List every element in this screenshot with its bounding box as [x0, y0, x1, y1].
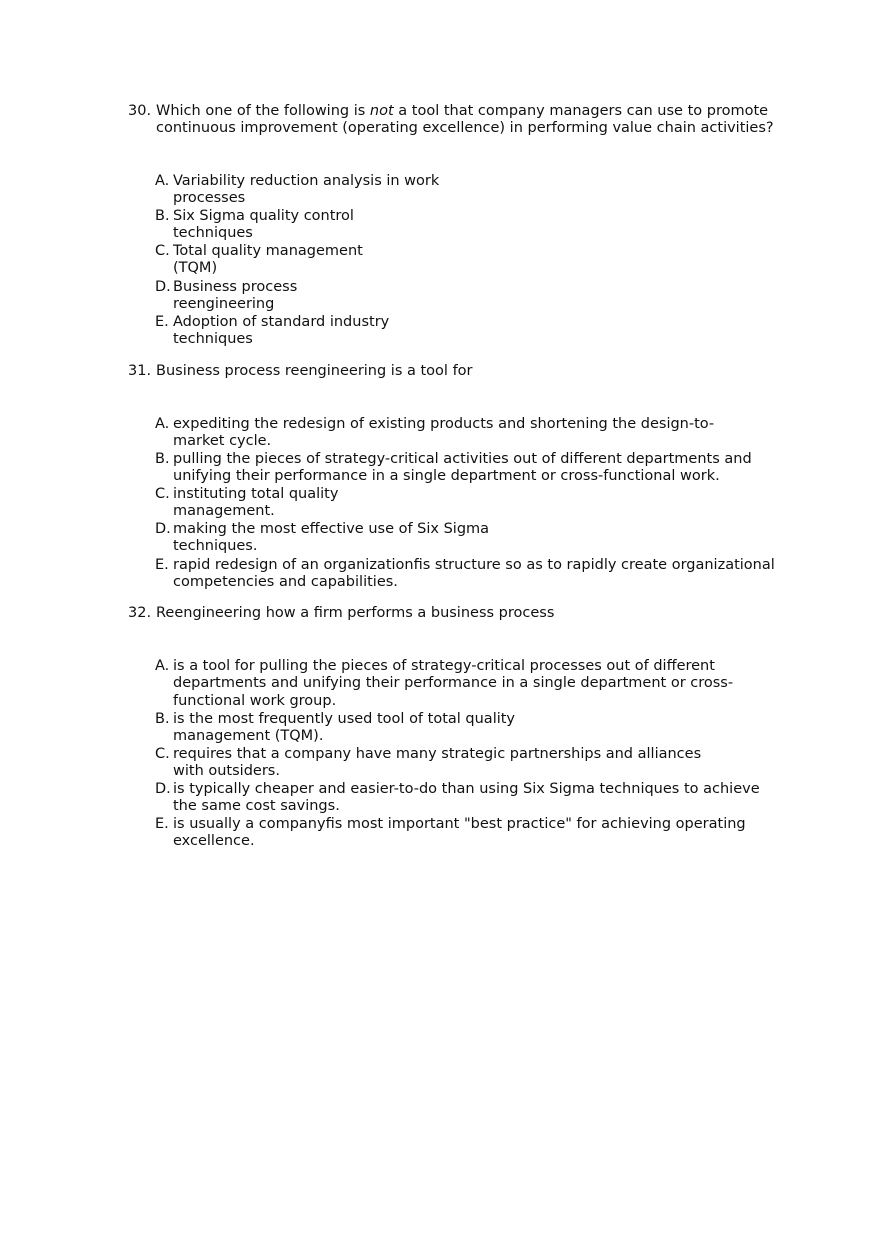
emphasis-text: not [369, 103, 394, 119]
option-letter: E. [155, 314, 169, 330]
option-text: Business process reengineering [173, 279, 298, 313]
option-text: Six Sigma quality control techniques [173, 208, 354, 242]
option-text: Variability reduction analysis in work processes [173, 173, 440, 207]
option-text: is usually a companyfis most important "best practice" for achieving operating excellence. [173, 816, 746, 850]
option-text: is typically cheaper and easier-to-do than using Six Sigma techniques to achieve the same cost savings. [173, 781, 760, 815]
option-e [155, 314, 400, 349]
option-letter: D. [155, 781, 171, 797]
option-a [155, 658, 740, 710]
option-letter: E. [155, 557, 169, 573]
option-text: is a tool for pulling the pieces of strategy-critical processes out of different departments and unifying their performance in a single department or cross-functional work group. [173, 658, 734, 709]
option-b [155, 208, 375, 243]
option-letter: B. [155, 711, 170, 727]
option-letter: A. [155, 658, 170, 674]
option-letter: E. [155, 816, 169, 832]
option-d [155, 521, 500, 556]
option-text: Total quality management (TQM) [173, 243, 363, 277]
option-letter: C. [155, 243, 170, 259]
option-letter: A. [155, 416, 170, 432]
option-text: requires that a company have many strategic partnerships and alliances with outsiders. [173, 746, 702, 780]
option-c [155, 746, 710, 781]
option-e [155, 816, 755, 851]
option-letter: C. [155, 486, 170, 502]
option-a [155, 416, 725, 451]
option-letter: D. [155, 279, 171, 295]
option-letter: B. [155, 208, 170, 224]
option-letter: D. [155, 521, 171, 537]
option-text: rapid redesign of an organizationfis structure so as to rapidly create organizational competencies and capabilities. [173, 557, 775, 591]
option-text: is the most frequently used tool of total quality management (TQM). [173, 711, 516, 745]
option-b [155, 451, 755, 486]
option-letter: A. [155, 173, 170, 189]
question-text: Business process reengineering is a tool for [156, 363, 473, 379]
option-text: Adoption of standard industry techniques [173, 314, 390, 348]
question-number: 31. [128, 363, 152, 379]
question-text: Which one of the following is not a tool that company managers can use to promote continuous improvement (operating excellence) in performing value chain activities? [156, 103, 774, 137]
option-d [155, 781, 765, 816]
option-c [155, 243, 385, 278]
question-31-stem [128, 363, 788, 380]
option-letter: B. [155, 451, 170, 467]
option-a [155, 173, 447, 208]
option-letter: C. [155, 746, 170, 762]
option-text: pulling the pieces of strategy-critical activities out of different departments and unifying their performance in a single department or cross-functional work. [173, 451, 752, 485]
option-c [155, 486, 365, 521]
question-text: Reengineering how a firm performs a business process [156, 605, 555, 621]
option-e [155, 557, 780, 592]
question-30-stem [128, 103, 788, 138]
option-text: expediting the redesign of existing products and shortening the design-to-market cycle. [173, 416, 715, 450]
option-text: instituting total quality management. [173, 486, 339, 520]
option-b [155, 711, 525, 746]
question-32-stem [128, 605, 788, 622]
option-d [155, 279, 315, 314]
question-number: 30. [128, 103, 152, 119]
option-text: making the most effective use of Six Sigma techniques. [173, 521, 490, 555]
question-number: 32. [128, 605, 152, 621]
